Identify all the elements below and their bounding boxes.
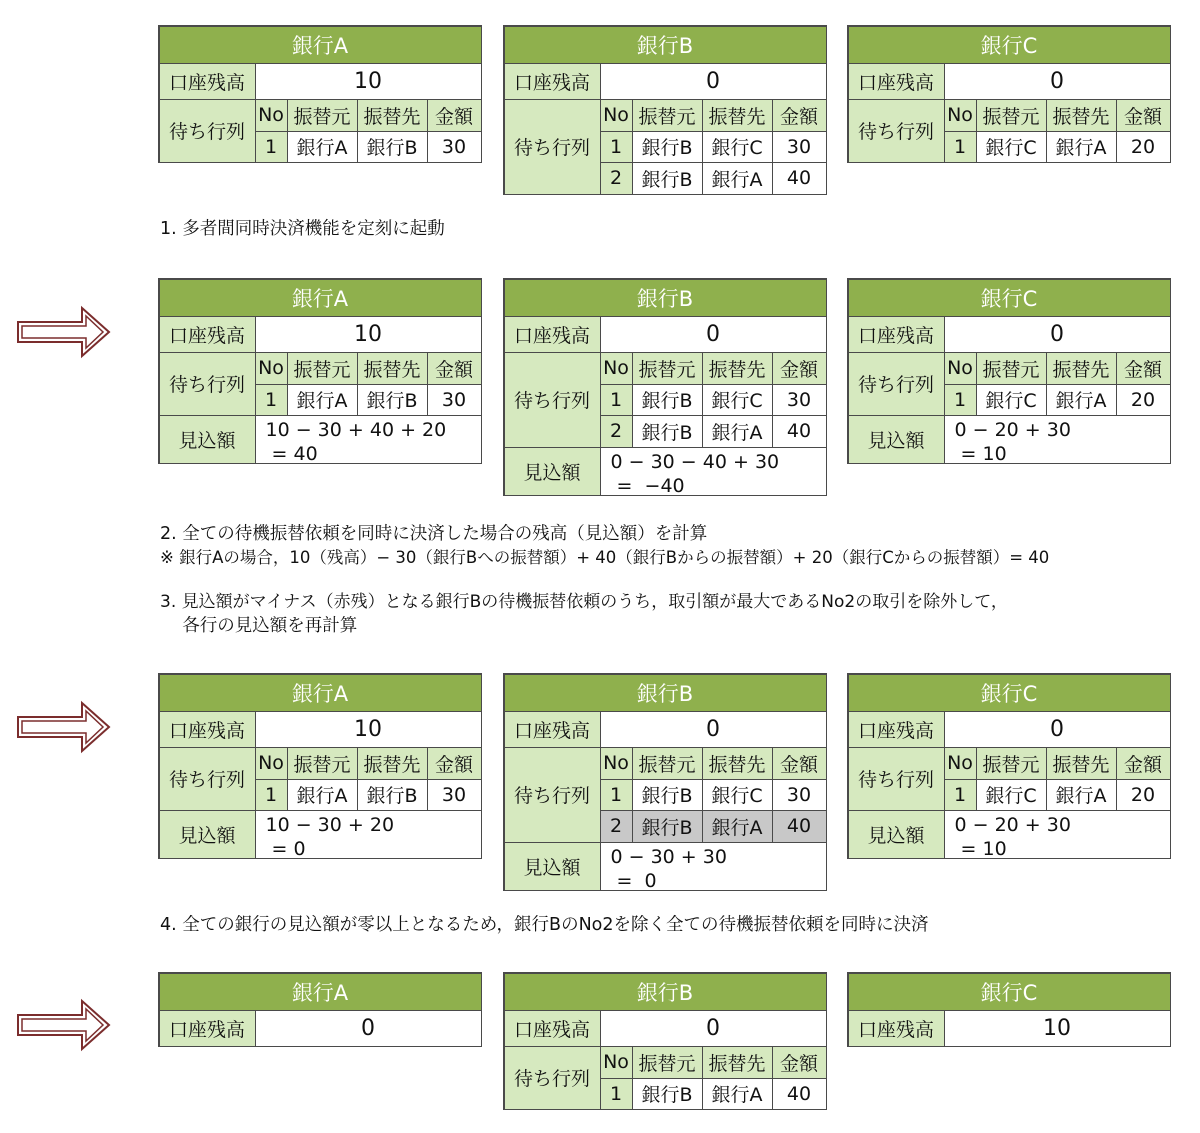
queue-no: 2 <box>600 415 633 448</box>
col-from-header: 振替元 <box>976 99 1047 132</box>
bank-name: 銀行A <box>159 674 482 712</box>
col-no-header: No <box>600 99 633 132</box>
col-amount-header: 金額 <box>427 352 482 385</box>
col-from-header: 振替元 <box>632 352 703 385</box>
stage3-bank-a <box>158 673 482 859</box>
balance-value: 0 <box>944 316 1171 353</box>
col-no-header: No <box>600 747 633 780</box>
col-from-header: 振替元 <box>287 747 358 780</box>
col-to-header: 振替先 <box>702 1046 773 1079</box>
forecast-value <box>944 810 1171 859</box>
col-amount-header: 金額 <box>427 747 482 780</box>
queue-to: 銀行A <box>702 1078 773 1110</box>
balance-value: 0 <box>944 711 1171 748</box>
queue-from: 銀行C <box>976 384 1047 416</box>
queue-to: 銀行B <box>357 384 428 416</box>
queue-to: 銀行A <box>1046 131 1117 163</box>
forecast-label: 見込額 <box>504 842 601 891</box>
balance-label: 口座残高 <box>848 316 945 353</box>
step-2-note: ※ 銀行Aの場合，10（残高）− 30（銀行Bへの振替額）+ 40（銀行Bからの振替額）+ 20（銀行Cからの振替額）= 40 <box>160 548 1050 567</box>
balance-value: 10 <box>944 1010 1171 1047</box>
bank-name: 銀行C <box>848 26 1171 64</box>
balance-label: 口座残高 <box>848 1010 945 1047</box>
balance-label: 口座残高 <box>504 1010 601 1047</box>
balance-value: 0 <box>600 1010 827 1047</box>
col-from-header: 振替元 <box>632 747 703 780</box>
col-amount-header: 金額 <box>1116 747 1171 780</box>
queue-no: 1 <box>600 779 633 811</box>
queue-amount: 20 <box>1116 384 1171 416</box>
queue-from: 銀行B <box>632 384 703 416</box>
queue-amount: 20 <box>1116 131 1171 163</box>
step-3-text: 3. 見込額がマイナス（赤残）となる銀行Bの待機振替依頼のうち，取引額が最大であるNo2の取引を除外して， <box>160 592 1008 612</box>
col-to-header: 振替先 <box>357 352 428 385</box>
queue-amount: 30 <box>772 131 827 163</box>
forecast-value <box>255 810 482 859</box>
queue-to: 銀行A <box>702 415 773 448</box>
queue-no: 1 <box>944 779 977 811</box>
queue-no: 1 <box>600 1078 633 1110</box>
queue-label: 待ち行列 <box>504 747 601 843</box>
queue-to-excluded: 銀行A <box>702 810 773 843</box>
queue-amount: 30 <box>427 131 482 163</box>
queue-label: 待ち行列 <box>848 99 945 163</box>
queue-label: 待ち行列 <box>848 747 945 811</box>
queue-label: 待ち行列 <box>504 99 601 195</box>
arrow-right-icon <box>16 998 112 1052</box>
queue-to: 銀行A <box>702 162 773 195</box>
queue-amount: 30 <box>772 779 827 811</box>
queue-to: 銀行A <box>1046 779 1117 811</box>
col-to-header: 振替先 <box>1046 99 1117 132</box>
queue-label: 待ち行列 <box>504 352 601 448</box>
queue-amount: 40 <box>772 415 827 448</box>
queue-to: 銀行C <box>702 384 773 416</box>
queue-label: 待ち行列 <box>159 99 256 163</box>
forecast-line1: 0 − 30 + 30 <box>610 845 727 868</box>
col-amount-header: 金額 <box>1116 352 1171 385</box>
stage2-bank-b <box>503 278 827 496</box>
forecast-line2: = 40 <box>265 442 318 464</box>
queue-no: 1 <box>944 131 977 163</box>
balance-label: 口座残高 <box>159 316 256 353</box>
balance-label: 口座残高 <box>504 63 601 100</box>
forecast-line1: 10 − 30 + 40 + 20 <box>265 418 447 441</box>
queue-from: 銀行C <box>976 779 1047 811</box>
queue-no: 1 <box>944 384 977 416</box>
forecast-label: 見込額 <box>159 810 256 859</box>
queue-label: 待ち行列 <box>159 352 256 416</box>
forecast-value <box>600 842 827 891</box>
step-3-text-cont: 各行の見込額を再計算 <box>160 616 358 636</box>
col-no-header: No <box>255 99 288 132</box>
queue-from: 銀行A <box>287 384 358 416</box>
forecast-line1: 0 − 30 − 40 + 30 <box>610 450 780 473</box>
col-amount-header: 金額 <box>772 352 827 385</box>
queue-no: 2 <box>600 162 633 195</box>
col-no-header: No <box>255 352 288 385</box>
col-no-header: No <box>944 99 977 132</box>
queue-no: 1 <box>255 131 288 163</box>
forecast-line2: = 10 <box>954 837 1007 859</box>
forecast-value <box>944 415 1171 464</box>
queue-no: 1 <box>255 779 288 811</box>
bank-name: 銀行C <box>848 279 1171 317</box>
col-to-header: 振替先 <box>702 747 773 780</box>
balance-value: 0 <box>600 711 827 748</box>
col-amount-header: 金額 <box>427 99 482 132</box>
col-from-header: 振替元 <box>287 99 358 132</box>
queue-to: 銀行C <box>702 779 773 811</box>
arrow-right-icon <box>16 305 112 359</box>
balance-label: 口座残高 <box>159 63 256 100</box>
col-from-header: 振替元 <box>287 352 358 385</box>
balance-label: 口座残高 <box>159 1010 256 1047</box>
queue-from: 銀行A <box>287 779 358 811</box>
forecast-line1: 0 − 20 + 30 <box>954 813 1071 836</box>
queue-to: 銀行B <box>357 779 428 811</box>
col-to-header: 振替先 <box>1046 747 1117 780</box>
forecast-label: 見込額 <box>159 415 256 464</box>
balance-label: 口座残高 <box>504 316 601 353</box>
queue-label: 待ち行列 <box>504 1046 601 1110</box>
queue-amount: 20 <box>1116 779 1171 811</box>
forecast-line1: 0 − 20 + 30 <box>954 418 1071 441</box>
queue-from: 銀行B <box>632 162 703 195</box>
stage4-bank-b <box>503 972 827 1110</box>
stage3-bank-c <box>847 673 1171 859</box>
stage4-bank-c <box>847 972 1171 1047</box>
queue-no-excluded: 2 <box>600 810 633 843</box>
col-from-header: 振替元 <box>632 1046 703 1079</box>
forecast-line2: = 0 <box>265 837 306 859</box>
queue-label: 待ち行列 <box>159 747 256 811</box>
col-to-header: 振替先 <box>357 747 428 780</box>
step-2-text: 2. 全ての待機振替依頼を同時に決済した場合の残高（見込額）を計算 <box>160 524 708 544</box>
forecast-line2: = −40 <box>610 474 685 496</box>
col-from-header: 振替元 <box>976 747 1047 780</box>
queue-label: 待ち行列 <box>848 352 945 416</box>
forecast-line2: = 0 <box>610 869 657 891</box>
queue-from: 銀行B <box>632 415 703 448</box>
queue-amount: 30 <box>427 779 482 811</box>
queue-to: 銀行A <box>1046 384 1117 416</box>
balance-value: 0 <box>600 316 827 353</box>
queue-no: 1 <box>255 384 288 416</box>
forecast-value <box>255 415 482 464</box>
forecast-line2: = 10 <box>954 442 1007 464</box>
queue-no: 1 <box>600 131 633 163</box>
forecast-line1: 10 − 30 + 20 <box>265 813 395 836</box>
balance-label: 口座残高 <box>848 711 945 748</box>
queue-to: 銀行B <box>357 131 428 163</box>
queue-from: 銀行B <box>632 1078 703 1110</box>
queue-amount: 40 <box>772 162 827 195</box>
queue-no: 1 <box>600 384 633 416</box>
queue-amount: 30 <box>427 384 482 416</box>
queue-amount: 40 <box>772 1078 827 1110</box>
balance-value: 0 <box>600 63 827 100</box>
col-from-header: 振替元 <box>976 352 1047 385</box>
bank-name: 銀行B <box>504 674 827 712</box>
col-amount-header: 金額 <box>772 1046 827 1079</box>
bank-name: 銀行A <box>159 26 482 64</box>
bank-name: 銀行A <box>159 279 482 317</box>
balance-value: 10 <box>255 316 482 353</box>
queue-from-excluded: 銀行B <box>632 810 703 843</box>
col-to-header: 振替先 <box>1046 352 1117 385</box>
forecast-label: 見込額 <box>504 447 601 496</box>
balance-label: 口座残高 <box>848 63 945 100</box>
col-amount-header: 金額 <box>772 99 827 132</box>
col-to-header: 振替先 <box>357 99 428 132</box>
col-no-header: No <box>600 1046 633 1079</box>
balance-value: 0 <box>255 1010 482 1047</box>
col-no-header: No <box>255 747 288 780</box>
step-1-text: 1. 多者間同時決済機能を定刻に起動 <box>160 219 445 239</box>
step-4-text: 4. 全ての銀行の見込額が零以上となるため，銀行BのNo2を除く全ての待機振替依頼を同時に決済 <box>160 915 929 935</box>
queue-amount: 30 <box>772 384 827 416</box>
queue-to: 銀行C <box>702 131 773 163</box>
bank-name: 銀行B <box>504 279 827 317</box>
bank-name: 銀行B <box>504 26 827 64</box>
queue-amount-excluded: 40 <box>772 810 827 843</box>
queue-from: 銀行C <box>976 131 1047 163</box>
col-to-header: 振替先 <box>702 352 773 385</box>
balance-label: 口座残高 <box>159 711 256 748</box>
col-no-header: No <box>944 747 977 780</box>
stage4-bank-a <box>158 972 482 1047</box>
stage3-bank-b <box>503 673 827 891</box>
forecast-label: 見込額 <box>848 810 945 859</box>
col-no-header: No <box>600 352 633 385</box>
col-from-header: 振替元 <box>632 99 703 132</box>
stage2-bank-a <box>158 278 482 464</box>
bank-name: 銀行A <box>159 973 482 1011</box>
bank-name: 銀行C <box>848 973 1171 1011</box>
col-no-header: No <box>944 352 977 385</box>
arrow-right-icon <box>16 700 112 754</box>
col-amount-header: 金額 <box>1116 99 1171 132</box>
col-amount-header: 金額 <box>772 747 827 780</box>
forecast-label: 見込額 <box>848 415 945 464</box>
forecast-value <box>600 447 827 496</box>
stage2-bank-c <box>847 278 1171 464</box>
balance-value: 10 <box>255 63 482 100</box>
bank-name: 銀行C <box>848 674 1171 712</box>
stage1-bank-b <box>503 25 827 195</box>
balance-value: 10 <box>255 711 482 748</box>
queue-from: 銀行B <box>632 131 703 163</box>
stage1-bank-a <box>158 25 482 163</box>
col-to-header: 振替先 <box>702 99 773 132</box>
queue-from: 銀行B <box>632 779 703 811</box>
bank-name: 銀行B <box>504 973 827 1011</box>
stage1-bank-c <box>847 25 1171 163</box>
balance-value: 0 <box>944 63 1171 100</box>
balance-label: 口座残高 <box>504 711 601 748</box>
queue-from: 銀行A <box>287 131 358 163</box>
